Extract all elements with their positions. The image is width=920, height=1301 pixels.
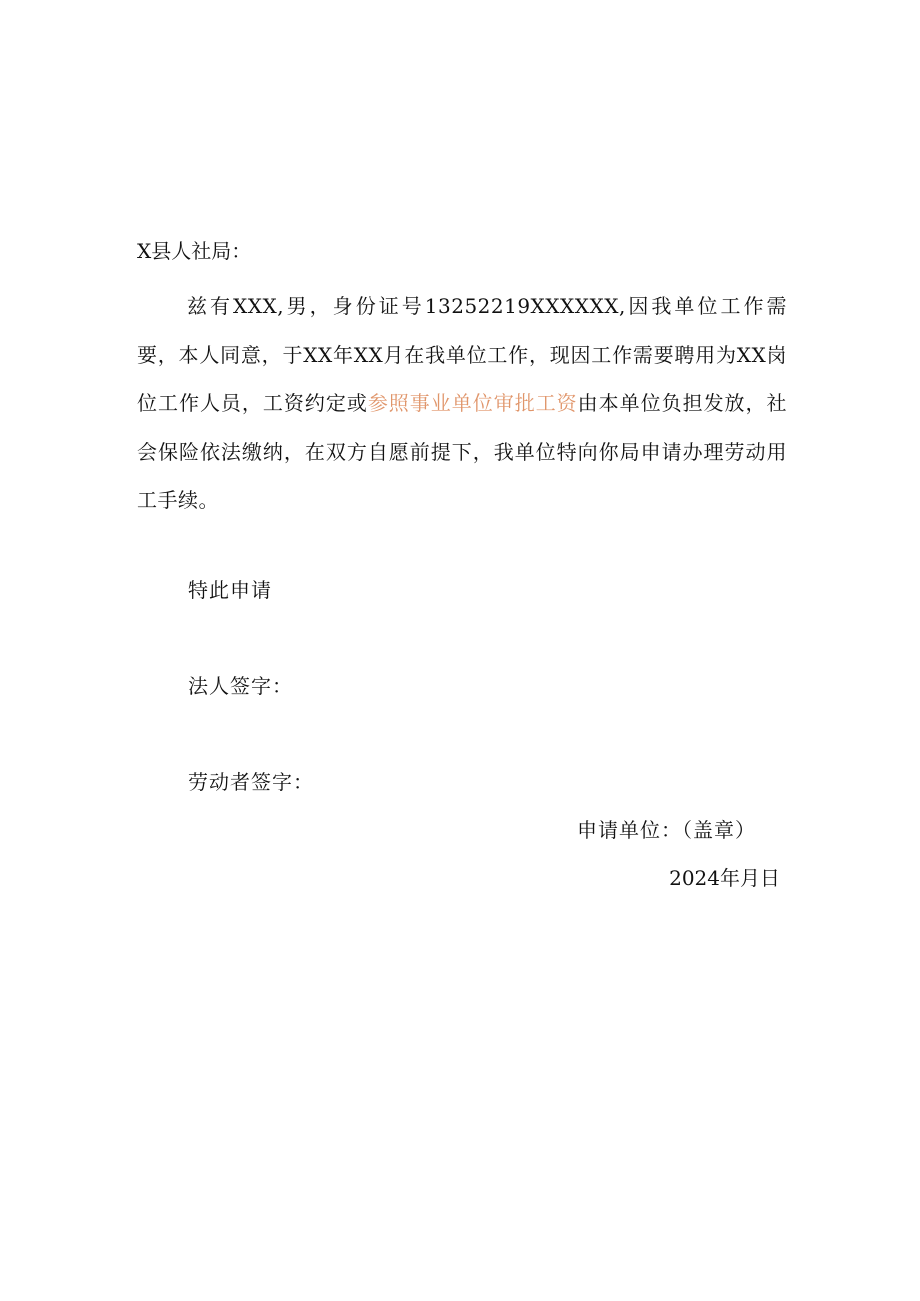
body-text-end: 由本单位负担发放，社会保险依法缴纳，在双方自愿前提下，我单位特向你局申请办理劳动用工手续。 [137, 391, 788, 512]
worker-signature-label: 劳动者签字： [188, 770, 314, 794]
date-line: 2024年月日 [669, 866, 780, 890]
applicant-unit-seal: 申请单位：（盖章） [577, 818, 756, 842]
highlighted-salary-phrase: 参照事业单位审批工资 [367, 391, 578, 415]
closing-phrase: 特此申请 [188, 578, 272, 602]
legal-rep-signature-label: 法人签字： [188, 674, 293, 698]
letter-body [137, 282, 787, 525]
salutation: X县人社局： [137, 239, 252, 263]
body-text-start: 兹有XXX,男，身份证号13252219XXXXXX,因我单位工作需要，本人同意，于XX年XX月在我单位工作，现因工作需要聘用为XX岗位工作人员，工资约定或 [137, 294, 787, 415]
